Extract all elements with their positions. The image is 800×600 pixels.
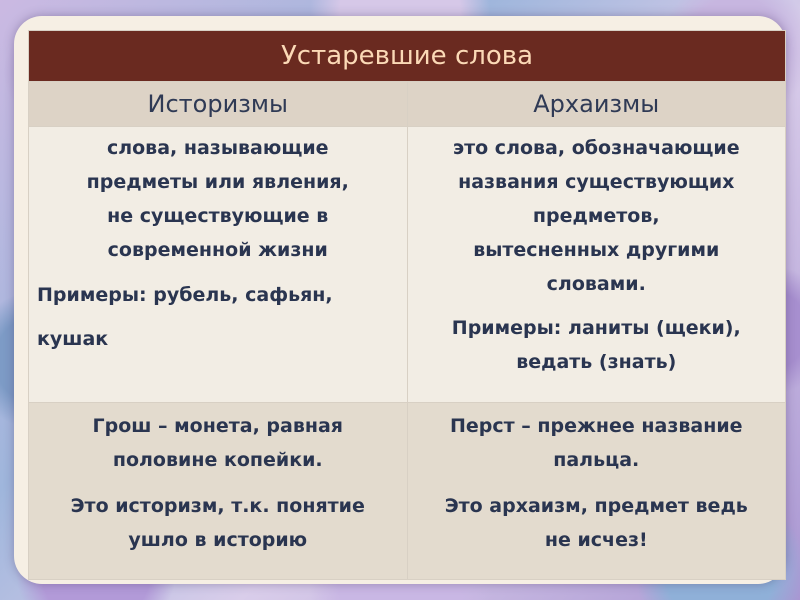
column-header-archaisms: Архаизмы [407,82,786,127]
archaisms-note [408,403,786,477]
historisms-note-line: Грош – монета, равная [92,415,344,437]
archaisms-definition-line: словами. [546,273,646,295]
historisms-definition [29,127,407,267]
archaisms-conclusion-line: Это архаизм, предмет ведь [444,495,748,517]
archaisms-conclusion [408,489,786,557]
historisms-note [29,403,407,477]
archaisms-conclusion-line: не исчез! [544,529,648,551]
title-row [29,31,786,82]
historisms-definition-cell [29,127,408,403]
historisms-examples-line: Примеры: рубель, сафьян, [37,284,333,306]
historisms-definition-line: слова, называющие [106,137,329,159]
archaisms-definition-line: вытесненных другими [473,239,720,261]
historisms-examples-line: кушак [37,328,109,350]
historisms-note-line: половине копейки. [112,449,323,471]
header-row [29,82,786,127]
archaisms-examples-line: ведать (знать) [516,351,677,373]
historisms-conclusion-line: ушло в историю [128,529,308,551]
archaisms-definition-line: предметов, [532,205,660,227]
historisms-conclusion-line: Это историзм, т.к. понятие [70,495,365,517]
historisms-note-cell [29,403,408,580]
archaisms-definition-line: это слова, обозначающие [452,137,740,159]
table-title: Устаревшие слова [29,31,786,82]
historisms-conclusion [29,489,407,557]
archaisms-note-line: пальца. [553,449,640,471]
archaisms-definition [408,127,786,301]
archaisms-note-line: Перст – прежнее название [449,415,743,437]
historisms-examples [29,267,407,361]
definition-row [29,127,786,403]
column-header-historisms: Историзмы [29,82,408,127]
historisms-definition-line: современной жизни [107,239,328,261]
historisms-definition-line: предметы или явления, [86,171,349,193]
archaisms-note-cell [407,403,786,580]
example-notes-row [29,403,786,580]
archaisms-examples-line: Примеры: ланиты (щеки), [451,317,741,339]
historisms-definition-line: не существующие в [107,205,329,227]
archaisms-definition-line: названия существующих [458,171,735,193]
archaisms-examples [408,311,786,379]
archaisms-definition-cell [407,127,786,403]
obsolete-words-table [28,30,786,580]
